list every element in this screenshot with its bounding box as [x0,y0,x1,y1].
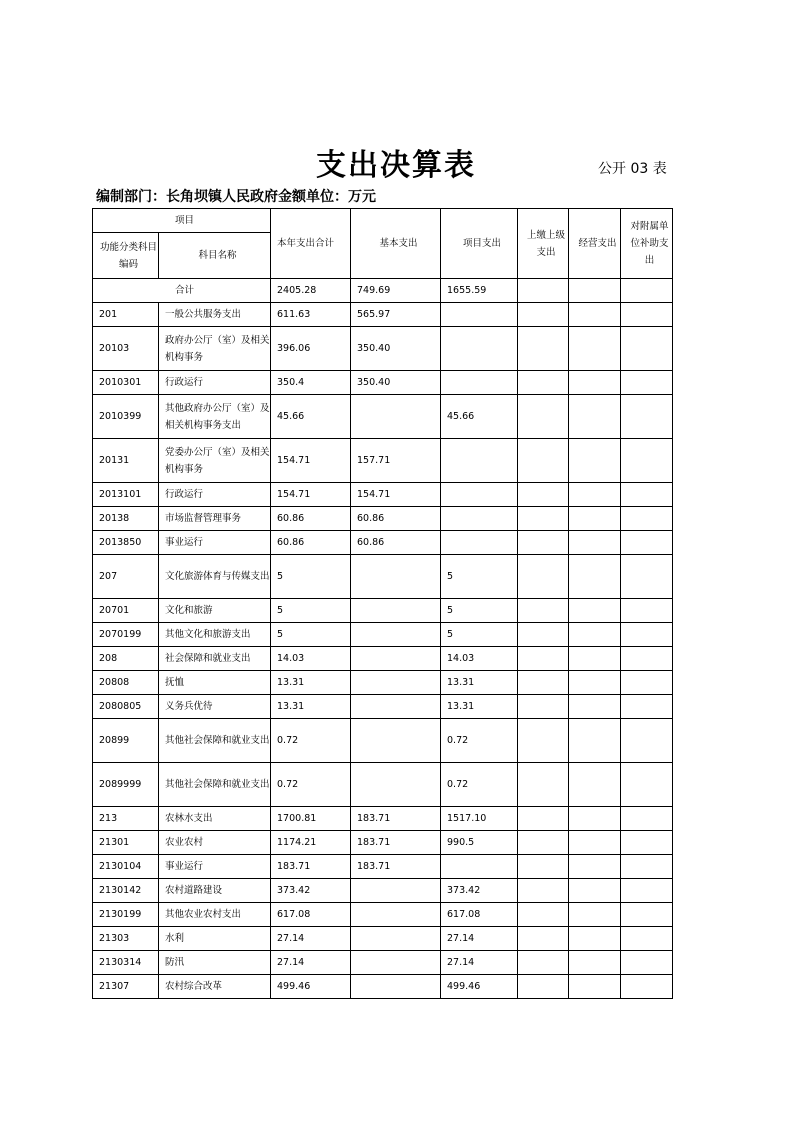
row-upper [518,855,569,879]
row-name: 防汛 [159,951,271,975]
row-upper [518,831,569,855]
row-business [569,395,621,439]
row-project [441,483,518,507]
row-business [569,807,621,831]
row-business [569,647,621,671]
row-business [569,327,621,371]
row-project: 1517.10 [441,807,518,831]
row-code: 2070199 [93,623,159,647]
row-business [569,695,621,719]
row-code: 2013101 [93,483,159,507]
table-row [93,531,673,555]
row-code: 2130104 [93,855,159,879]
row-total: 0.72 [271,763,351,807]
row-basic: 183.71 [351,807,441,831]
row-name: 其他政府办公厅（室）及相关机构事务支出 [159,395,271,439]
row-name: 行政运行 [159,371,271,395]
table-row [93,831,673,855]
table-row [93,507,673,531]
row-code: 20701 [93,599,159,623]
row-subsidy [621,623,673,647]
row-name: 党委办公厅（室）及相关机构事务 [159,439,271,483]
row-basic [351,975,441,999]
row-business [569,951,621,975]
row-name: 社会保障和就业支出 [159,647,271,671]
total-subsidy [621,279,673,303]
row-name: 农村综合改革 [159,975,271,999]
header-business: 经营支出 [569,209,621,279]
row-code: 2130199 [93,903,159,927]
row-business [569,555,621,599]
row-project: 990.5 [441,831,518,855]
row-code: 2080805 [93,695,159,719]
page-title: 支出决算表 [316,148,476,183]
row-project [441,303,518,327]
row-basic [351,647,441,671]
row-code: 208 [93,647,159,671]
row-total: 27.14 [271,927,351,951]
row-upper [518,951,569,975]
row-subsidy [621,327,673,371]
total-basic: 749.69 [351,279,441,303]
row-subsidy [621,855,673,879]
row-project: 45.66 [441,395,518,439]
row-subsidy [621,671,673,695]
row-name: 文化和旅游 [159,599,271,623]
row-business [569,975,621,999]
row-upper [518,975,569,999]
header-row-1 [93,209,673,233]
row-subsidy [621,695,673,719]
row-name: 市场监督管理事务 [159,507,271,531]
row-project [441,507,518,531]
row-project [441,371,518,395]
expenditure-table [92,208,673,999]
row-subsidy [621,951,673,975]
row-total: 617.08 [271,903,351,927]
row-total: 154.71 [271,439,351,483]
row-upper [518,327,569,371]
row-project: 5 [441,555,518,599]
header-project: 项目支出 [441,209,518,279]
table-row [93,371,673,395]
row-basic [351,719,441,763]
row-name: 政府办公厅（室）及相关机构事务 [159,327,271,371]
row-project: 5 [441,623,518,647]
row-total: 13.31 [271,671,351,695]
row-total: 60.86 [271,507,351,531]
row-total: 14.03 [271,647,351,671]
row-upper [518,927,569,951]
row-total: 350.4 [271,371,351,395]
row-business [569,303,621,327]
row-name: 一般公共服务支出 [159,303,271,327]
table-row [93,951,673,975]
row-basic [351,951,441,975]
row-code: 2130142 [93,879,159,903]
row-name: 文化旅游体育与传媒支出 [159,555,271,599]
row-subsidy [621,599,673,623]
row-code: 20138 [93,507,159,531]
row-project [441,855,518,879]
row-subsidy [621,647,673,671]
row-upper [518,879,569,903]
row-name: 农林水支出 [159,807,271,831]
row-basic: 60.86 [351,531,441,555]
row-total: 1174.21 [271,831,351,855]
row-total: 5 [271,599,351,623]
row-business [569,483,621,507]
row-basic [351,927,441,951]
table-row [93,763,673,807]
row-project: 0.72 [441,763,518,807]
table-row [93,303,673,327]
total-upper [518,279,569,303]
row-subsidy [621,439,673,483]
row-name: 义务兵优待 [159,695,271,719]
header-upper: 上缴上级支出 [518,209,569,279]
row-name: 其他农业农村支出 [159,903,271,927]
row-upper [518,763,569,807]
row-total: 373.42 [271,879,351,903]
row-project: 499.46 [441,975,518,999]
row-upper [518,695,569,719]
row-basic [351,395,441,439]
row-subsidy [621,371,673,395]
table-row [93,719,673,763]
row-project: 617.08 [441,903,518,927]
row-business [569,671,621,695]
table-row [93,879,673,903]
row-total: 45.66 [271,395,351,439]
table-row [93,855,673,879]
row-name: 水利 [159,927,271,951]
header-item: 项目 [93,209,271,233]
row-upper [518,903,569,927]
row-project [441,327,518,371]
row-name: 抚恤 [159,671,271,695]
row-project [441,439,518,483]
row-basic: 350.40 [351,371,441,395]
row-code: 207 [93,555,159,599]
row-project [441,531,518,555]
row-business [569,439,621,483]
row-basic [351,599,441,623]
row-code: 2010301 [93,371,159,395]
table-row [93,623,673,647]
row-project: 13.31 [441,671,518,695]
row-subsidy [621,719,673,763]
row-business [569,879,621,903]
row-total: 396.06 [271,327,351,371]
row-upper [518,395,569,439]
row-code: 21303 [93,927,159,951]
row-project: 0.72 [441,719,518,763]
row-basic: 565.97 [351,303,441,327]
row-upper [518,439,569,483]
row-upper [518,719,569,763]
row-code: 201 [93,303,159,327]
row-name: 其他社会保障和就业支出 [159,719,271,763]
row-business [569,531,621,555]
row-project: 27.14 [441,927,518,951]
row-project: 5 [441,599,518,623]
row-name: 行政运行 [159,483,271,507]
row-code: 2130314 [93,951,159,975]
total-amount: 2405.28 [271,279,351,303]
row-upper [518,623,569,647]
row-subsidy [621,763,673,807]
table-row [93,439,673,483]
row-total: 183.71 [271,855,351,879]
row-project: 27.14 [441,951,518,975]
header-total: 本年支出合计 [271,209,351,279]
row-code: 21301 [93,831,159,855]
row-subsidy [621,395,673,439]
row-basic: 154.71 [351,483,441,507]
row-code: 20899 [93,719,159,763]
row-name: 其他社会保障和就业支出 [159,763,271,807]
row-total: 5 [271,555,351,599]
row-code: 2089999 [93,763,159,807]
table-row [93,903,673,927]
total-business [569,279,621,303]
row-business [569,623,621,647]
row-basic: 60.86 [351,507,441,531]
row-subsidy [621,927,673,951]
row-basic: 183.71 [351,855,441,879]
row-project: 373.42 [441,879,518,903]
row-subsidy [621,831,673,855]
table-row [93,927,673,951]
table-row [93,975,673,999]
row-subsidy [621,555,673,599]
row-subsidy [621,807,673,831]
row-total: 499.46 [271,975,351,999]
row-upper [518,807,569,831]
row-upper [518,599,569,623]
row-business [569,831,621,855]
row-business [569,371,621,395]
row-business [569,719,621,763]
row-project: 14.03 [441,647,518,671]
row-business [569,599,621,623]
row-business [569,903,621,927]
row-subsidy [621,483,673,507]
row-code: 20131 [93,439,159,483]
row-total: 5 [271,623,351,647]
row-code: 2010399 [93,395,159,439]
row-basic: 157.71 [351,439,441,483]
row-upper [518,507,569,531]
row-upper [518,531,569,555]
row-code: 213 [93,807,159,831]
row-code: 20103 [93,327,159,371]
header-name: 科目名称 [159,233,271,279]
header-subsidy: 对附属单位补助支出 [621,209,673,279]
row-name: 农村道路建设 [159,879,271,903]
row-name: 其他文化和旅游支出 [159,623,271,647]
row-subsidy [621,507,673,531]
row-code: 21307 [93,975,159,999]
form-number: 公开 03 表 [598,161,667,177]
table-row [93,647,673,671]
row-total: 0.72 [271,719,351,763]
row-business [569,763,621,807]
row-upper [518,303,569,327]
table-row [93,695,673,719]
row-total: 60.86 [271,531,351,555]
row-total: 611.63 [271,303,351,327]
row-business [569,507,621,531]
row-upper [518,647,569,671]
total-label: 合计 [93,279,271,303]
row-code: 20808 [93,671,159,695]
table-row [93,327,673,371]
row-subsidy [621,531,673,555]
row-project: 13.31 [441,695,518,719]
row-upper [518,371,569,395]
row-business [569,927,621,951]
row-basic [351,623,441,647]
row-total: 13.31 [271,695,351,719]
header-code: 功能分类科目编码 [93,233,159,279]
total-project: 1655.59 [441,279,518,303]
row-total: 27.14 [271,951,351,975]
row-basic: 350.40 [351,327,441,371]
row-name: 事业运行 [159,531,271,555]
row-upper [518,555,569,599]
row-upper [518,671,569,695]
total-row [93,279,673,303]
row-code: 2013850 [93,531,159,555]
row-basic [351,695,441,719]
row-upper [518,483,569,507]
row-total: 154.71 [271,483,351,507]
table-row [93,807,673,831]
row-subsidy [621,879,673,903]
row-name: 农业农村 [159,831,271,855]
row-basic [351,903,441,927]
row-basic: 183.71 [351,831,441,855]
row-subsidy [621,975,673,999]
table-row [93,395,673,439]
row-basic [351,555,441,599]
header-basic: 基本支出 [351,209,441,279]
table-row [93,671,673,695]
row-total: 1700.81 [271,807,351,831]
table-row [93,599,673,623]
row-basic [351,763,441,807]
row-subsidy [621,303,673,327]
row-business [569,855,621,879]
table-row [93,555,673,599]
row-basic [351,879,441,903]
row-name: 事业运行 [159,855,271,879]
table-row [93,483,673,507]
compiling-unit-line: 编制部门：长角坝镇人民政府金额单位：万元 [96,189,376,205]
row-basic [351,671,441,695]
row-subsidy [621,903,673,927]
